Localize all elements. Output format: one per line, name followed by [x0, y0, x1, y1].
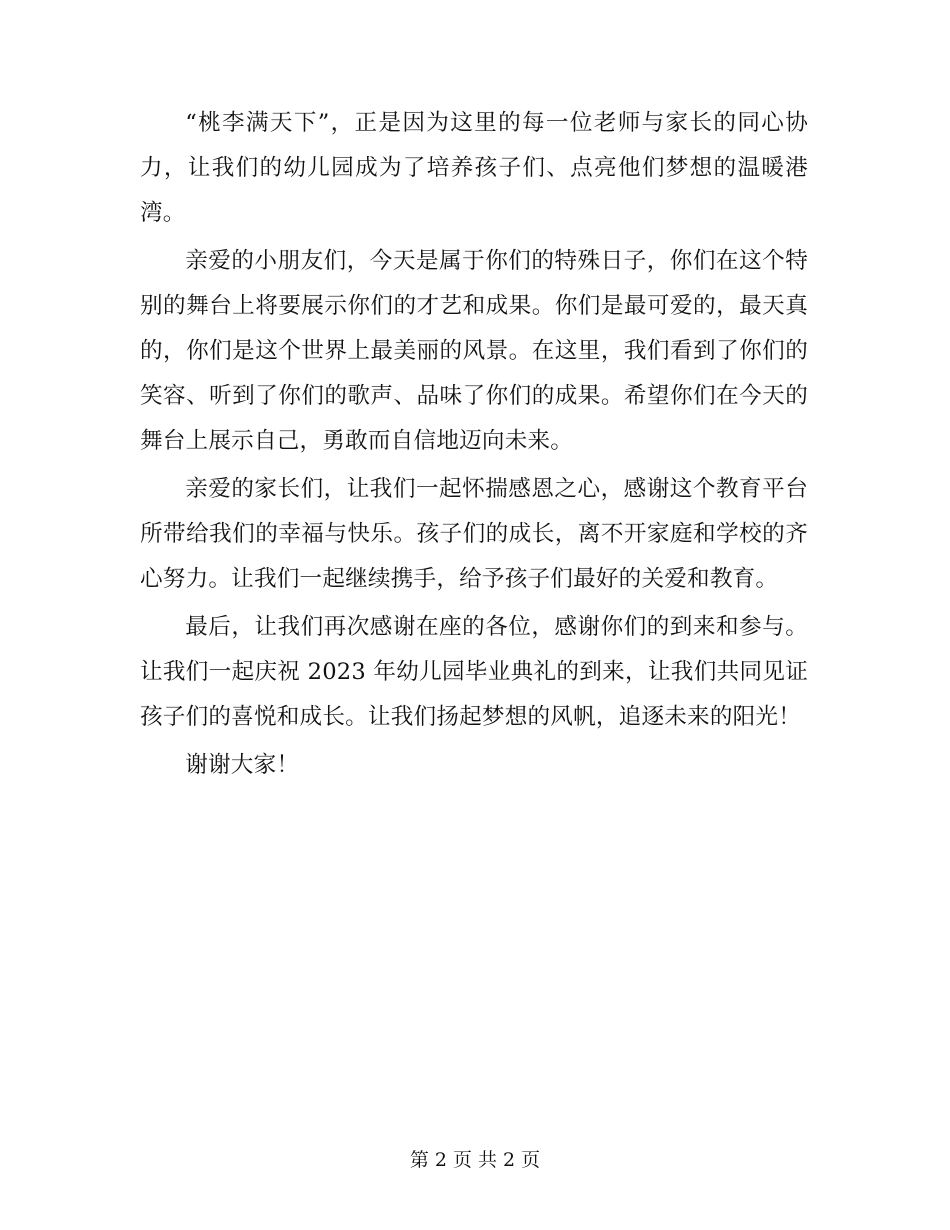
document-body — [140, 101, 808, 791]
paragraph-to-parents: 亲爱的家长们，让我们一起怀揣感恩之心，感谢这个教育平台所带给我们的幸福与快乐。孩子们的成长，离不开家庭和学校的齐心努力。让我们一起继续携手，给予孩子们最好的关爱和教育。 — [140, 476, 808, 592]
paragraph-closing-remarks-1: “桃李满天下”，正是因为这里的每一位老师与家长的同心协力，让我们的幼儿园成为了培养孩子们、点亮他们梦想的温暖港湾。 — [140, 110, 808, 226]
paragraph-to-children: 亲爱的小朋友们，今天是属于你们的特殊日子，你们在这个特别的舞台上将要展示你们的才艺和成果。你们是最可爱的，最天真的，你们是这个世界上最美丽的风景。在这里，我们看到了你们的笑容、听到了你们的歌声、品味了你们的成果。希望你们在今天的舞台上展示自己，勇敢而自信地迈向未来。 — [140, 248, 808, 454]
paragraph-final-thanks: 最后，让我们再次感谢在座的各位，感谢你们的到来和参与。让我们一起庆祝 2023 年幼儿园毕业典礼的到来，让我们共同见证孩子们的喜悦和成长。让我们扬起梦想的风帆，追逐未来的阳光！ — [140, 614, 808, 730]
page-footer — [0, 1147, 950, 1173]
paragraph-thank-you: 谢谢大家！ — [185, 752, 300, 778]
page-number-label: 第 2 页 共 2 页 — [409, 1149, 541, 1171]
